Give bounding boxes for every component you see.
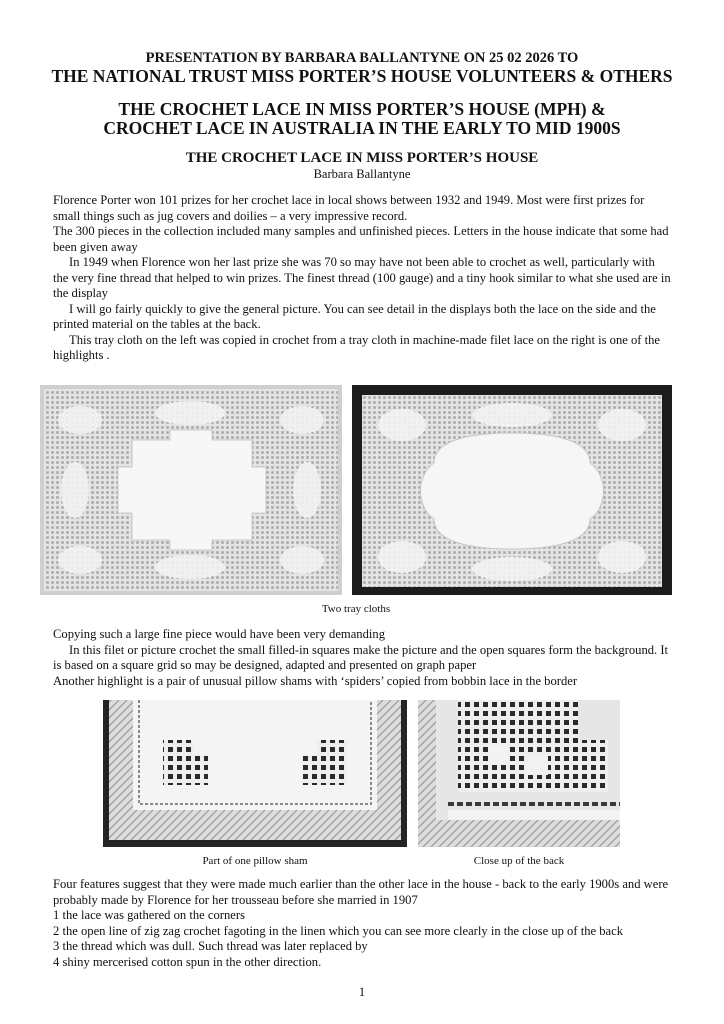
presentation-line: PRESENTATION BY BARBARA BALLANTYNE ON 25 02 2026 TO <box>145 50 579 66</box>
closing-paragraph-1: Four features suggest that they were made much earlier than the other lace in the house - back to the early 1900s and were probably made by Florence for her trousseau before she married in 1907 <box>53 877 669 907</box>
intro-paragraph-5: This tray cloth on the left was copied in crochet from a tray cloth in machine-made filet lace on the right is one of the highlights . <box>53 332 661 362</box>
author-name: Barbara Ballantyne <box>313 167 411 181</box>
middle-paragraph-2: In this filet or picture crochet the small filled-in squares make the picture and the open squares form the background. It is based on a square grid so may be designed, adapted and presented on graph paper <box>53 642 669 672</box>
pillow-sham-closeup-photo <box>418 700 620 847</box>
audience-line: THE NATIONAL TRUST MISS PORTER’S HOUSE VOLUNTEERS & OTHERS <box>51 66 673 86</box>
tray-cloth-machine-filet-photo <box>352 385 672 595</box>
intro-paragraph-1: Florence Porter won 101 prizes for her crochet lace in local shows between 1932 and 1949. Most were first prizes for small things such as jug covers and doilies – a very impressive record. <box>53 193 645 223</box>
intro-paragraph-3: In 1949 when Florence won her last prize she was 70 so may have not been able to crochet as well, particularly with the very fine thread that helped to win prizes. The finest thread (100 gauge) and a tiny hook similar to what she used are in the display <box>53 255 671 300</box>
closing-list-item-4: 4 shiny mercerised cotton spun in the other direction. <box>53 954 322 969</box>
closing-list-item-2: 2 the open line of zig zag crochet fagoting in the linen which you can see more clearly in the close up of the back <box>53 923 624 938</box>
pillow-sham-photo <box>103 700 407 847</box>
closing-text <box>53 877 673 970</box>
middle-paragraph-3: Another highlight is a pair of unusual pillow shams with ‘spiders’ copied from bobbin lace in the border <box>53 673 578 688</box>
page-number: 1 <box>358 985 366 999</box>
document-title-line-2: CROCHET LACE IN AUSTRALIA IN THE EARLY TO MID 1900S <box>103 118 621 138</box>
figure-2-caption-left: Part of one pillow sham <box>202 855 308 867</box>
middle-paragraph-1: Copying such a large fine piece would have been very demanding <box>53 627 385 641</box>
middle-text <box>53 627 673 689</box>
closing-list-item-1: 1 the lace was gathered on the corners <box>53 908 245 922</box>
closing-list-item-3: 3 the thread which was dull. Such thread was later replaced by <box>53 939 368 953</box>
figure-2-caption-right: Close up of the back <box>473 855 565 867</box>
intro-paragraph-4: I will go fairly quickly to give the general picture. You can see detail in the displays both the lace on the side and the printed material on the tables at the back. <box>53 301 656 331</box>
section-heading: THE CROCHET LACE IN MISS PORTER’S HOUSE <box>185 150 539 166</box>
tray-cloth-crochet-photo <box>40 385 342 595</box>
intro-text <box>53 193 673 364</box>
intro-paragraph-2: The 300 pieces in the collection included many samples and unfinished pieces. Letters in the house indicate that some had been given away <box>53 224 669 254</box>
figure-1-caption: Two tray cloths <box>321 603 391 615</box>
document-title-line-1: THE CROCHET LACE IN MISS PORTER’S HOUSE (MPH) & <box>118 99 606 119</box>
